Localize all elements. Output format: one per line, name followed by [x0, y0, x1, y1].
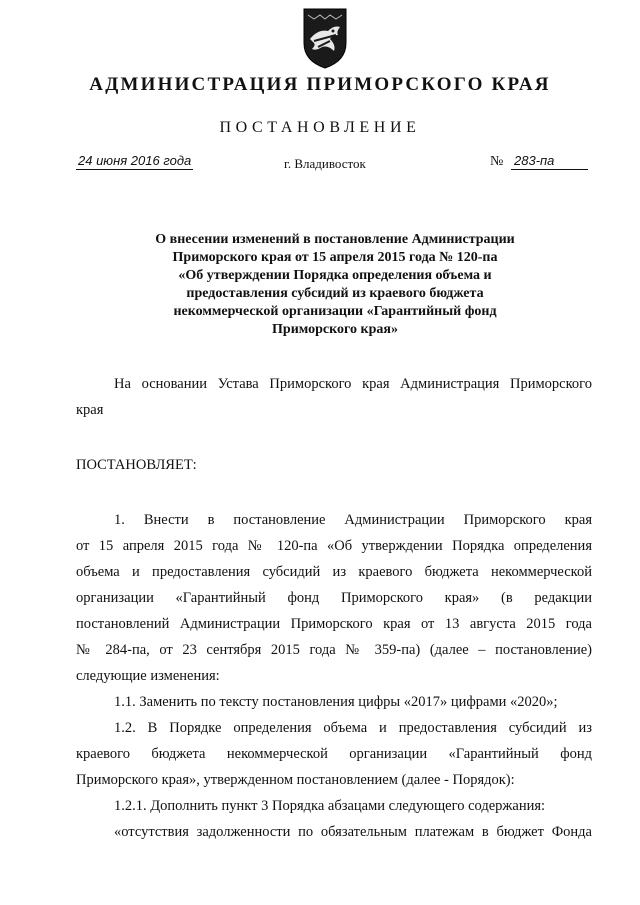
document-number: 283-па	[511, 153, 588, 170]
title-line: предоставления субсидий из краевого бюджета	[186, 286, 484, 301]
quote-line: «отсутствия задолженности по обязательным платежам в бюджет Фонда	[114, 824, 592, 840]
title-line: «Об утверждении Порядка определения объема и	[178, 268, 492, 283]
item-1-line: № 284-па, от 23 сентября 2015 года № 359-па) (далее – постановление)	[76, 642, 592, 658]
coat-of-arms-emblem	[300, 5, 350, 71]
document-number-label: №	[490, 154, 504, 169]
item-1-line: постановлений Администрации Приморского края от 13 августа 2015 года	[76, 616, 592, 632]
title-line: О внесении изменений в постановление Администрации	[155, 232, 515, 247]
item-1-paragraph	[76, 507, 592, 845]
resolves-text: ПОСТАНОВЛЯЕТ:	[76, 457, 197, 473]
title-line: Приморского края от 15 апреля 2015 года № 120-па	[172, 250, 498, 265]
preamble-line: На основании Устава Приморского края Администрация Приморского	[114, 376, 592, 392]
title-line: Приморского края»	[272, 322, 398, 337]
document-title	[90, 231, 580, 339]
item-1-line: объема и предоставления субсидий из краевого бюджета некоммерческой	[76, 564, 592, 580]
title-line: некоммерческой организации «Гарантийный фонд	[173, 304, 497, 319]
item-1-line: организации «Гарантийный фонд Приморского края» (в редакции	[76, 590, 592, 606]
document-city: г. Владивосток	[284, 156, 366, 171]
resolves-heading	[76, 452, 592, 478]
document-type: ПОСТАНОВЛЕНИЕ	[219, 119, 421, 136]
item-1-1-line: 1.1. Заменить по тексту постановления цифры «2017» цифрами «2020»;	[114, 694, 558, 710]
item-1-2-1-line: 1.2.1. Дополнить пункт 3 Порядка абзацами следующего содержания:	[114, 798, 546, 814]
item-1-line: от 15 апреля 2015 года № 120-па «Об утверждении Порядка определения	[76, 538, 592, 554]
preamble-line: края	[76, 402, 104, 418]
item-1-2-line: Приморского края», утвержденном постановлением (далее - Порядок):	[76, 772, 515, 788]
item-1-2-line: 1.2. В Порядке определения объема и предоставления субсидий из	[114, 720, 592, 736]
item-1-line: 1. Внести в постановление Администрации Приморского края	[114, 512, 592, 528]
organization-name: АДМИНИСТРАЦИЯ ПРИМОРСКОГО КРАЯ	[89, 74, 551, 95]
preamble-paragraph	[76, 371, 592, 423]
item-1-line: следующие изменения:	[76, 668, 220, 684]
document-date: 24 июня 2016 года	[78, 153, 192, 168]
item-1-2-line: краевого бюджета некоммерческой организации «Гарантийный фонд	[76, 746, 592, 762]
